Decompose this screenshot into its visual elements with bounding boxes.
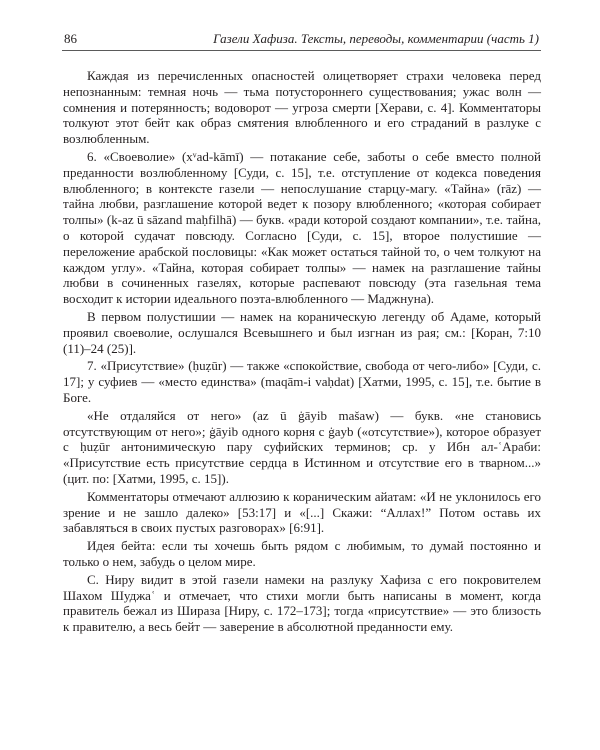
page-number: 86 xyxy=(64,31,77,46)
paragraph: «Не отдаляйся от него» (az ū ġāyib mašaw) — букв. «не становись отсутствующим от него»; ġāyib одного корня с ġayb («отсутствие»), которое образует с ḥuẓūr антонимическую пару суфийских терминов; ср. у Ибн ал-ʿАраби: «Присутствие есть присутствие сердца в Истинном и отсутствие его в тварном...» (цит. по: [Хатми, 1995, с. 15]). xyxy=(63,407,541,486)
paragraph: Каждая из перечисленных опасностей олицетворяет страхи человека перед непознанным: темная ночь — тьма потустороннего существования; ужас волн — сомнения и потерянность; водоворот — угроза смерти [Херави, с. 4]. Комментаторы толкуют этот бейт как образ смятения влюбленного и его страданий в разлуке с возлюбленным. xyxy=(63,68,541,147)
page-body xyxy=(63,68,541,637)
paragraph: Комментаторы отмечают аллюзию к кораническим айатам: «И не уклонилось его зрение и не зашло далеко» [53:17] и «[...] Скажи: “Аллах!” Потом оставь их забавляться в своих пустых разговорах» [6:91]. xyxy=(63,488,541,536)
paragraph: 7. «Присутствие» (ḥuẓūr) — также «спокойствие, свобода от чего-либо» [Суди, с. 17]; у суфиев — «место единства» (maqām-i vaḥdat) [Хатми, 1995, с. 15], т.е. бытие в Боге. xyxy=(63,358,541,405)
running-title: Газели Хафиза. Тексты, переводы, комментарии (часть 1) xyxy=(213,31,539,46)
paragraph: Идея бейта: если ты хочешь быть рядом с любимым, то думай постоянно и только о нем, забудь о целом мире. xyxy=(63,538,541,569)
paragraph: С. Ниру видит в этой газели намеки на разлуку Хафиза с его покровителем Шахом Шуджаʿ и отмечает, что стихи могли быть написаны в момент, когда правитель бежал из Шираза [Ниру, с. 172–173]; тогда «присутствие» — это близость к правителю, а весь бейт — заверение в абсолютной преданности ему. xyxy=(63,571,541,635)
paragraph: В первом полустишии — намек на кораническую легенду об Адаме, который проявил своеволие, ослушался Всевышнего и был изгнан из рая; см.: [Коран, 7:10 (11)–24 (25)]. xyxy=(63,308,541,356)
page-header xyxy=(62,30,541,51)
paragraph: 6. «Своеволие» (xᵛad-kāmī) — потакание себе, заботы о себе вместо полной преданности возлюбленному [Суди, с. 15], т.е. отступление от кодекса поведения влюбленного; в контексте газели — непослушание старцу-магу. «Тайна» (rāz) — тайна любви, разглашение которой ведет к позору влюбленного; «которая собирает толпы» (k-az ū sāzand maḥfilhā) — букв. «ради которой создают компании», т.е. тайна, о которой судачат повсюду. Согласно [Суди, с. 15], второе полустишие — переложение арабской пословицы: «Как может остаться тайной то, о чем толкуют на каждом углу». «Тайна, которая собирает толпы» — намек на разглашение тайны любви в сочиненных газелях, которые распевают повсюду (эта газельная тема восходит к истории идеального поэта-влюбленного — Маджнуна). xyxy=(63,148,541,307)
